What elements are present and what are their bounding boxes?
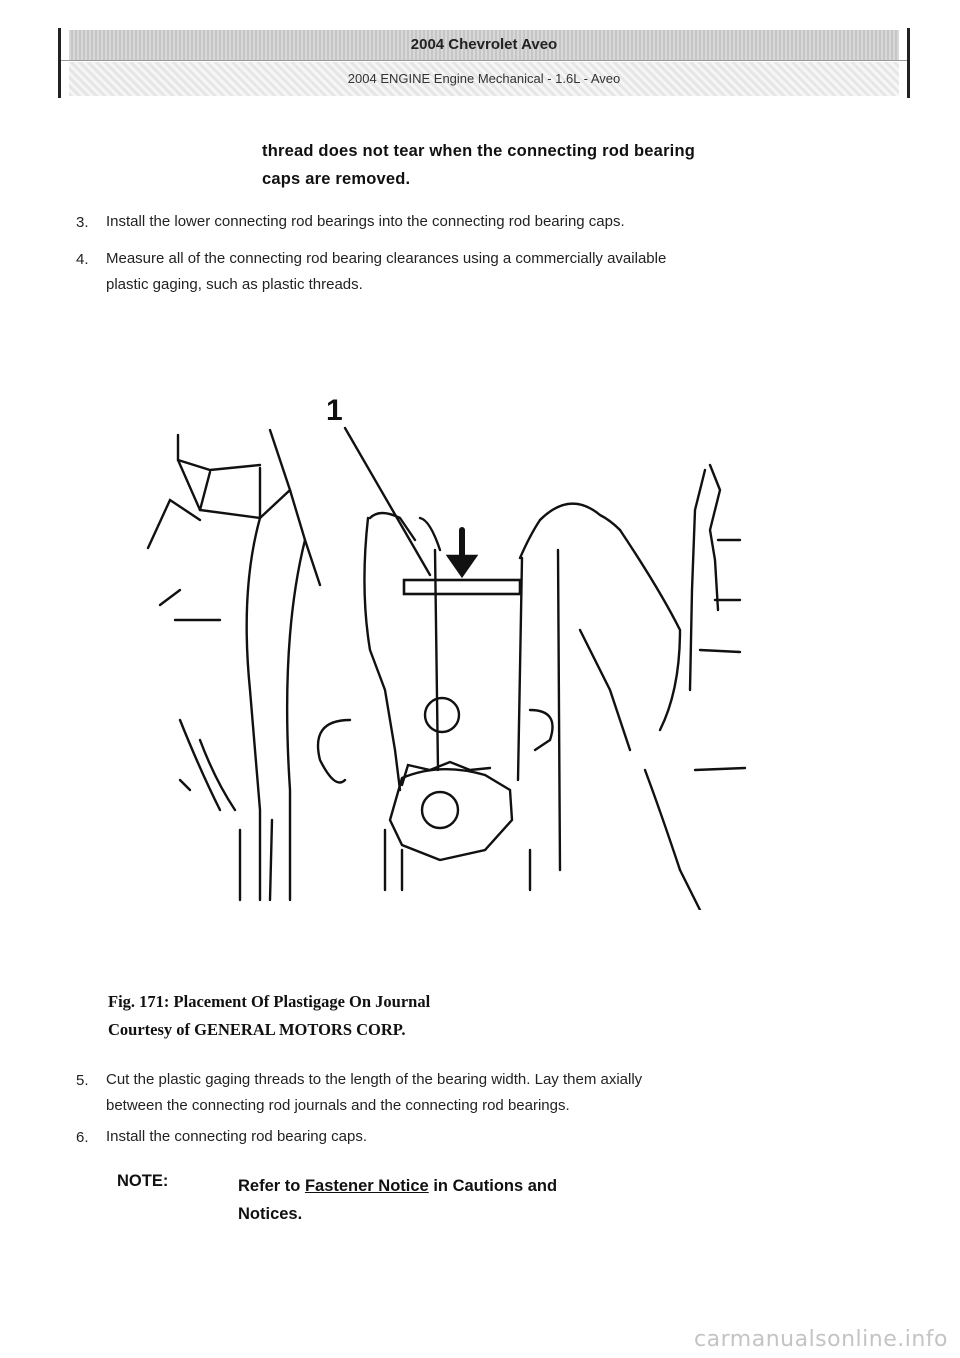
bolt-hole (425, 698, 459, 732)
step-text: plastic gaging, such as plastic threads. (106, 276, 363, 293)
bolt-hole (422, 792, 458, 828)
step-text: Install the lower connecting rod bearings into the connecting rod bearing caps. (106, 213, 625, 230)
arrow-down-icon (448, 556, 476, 576)
rod-cap-lower (390, 769, 512, 860)
callout-1-label: 1 (326, 394, 343, 427)
note-text-after: in Cautions and (428, 1177, 558, 1195)
step-number: 4. (76, 251, 89, 268)
note-text-before: Refer to (238, 1177, 305, 1195)
figure-caption (108, 988, 430, 1044)
figure-caption-title: Fig. 171: Placement Of Plastigage On Journal (108, 992, 431, 1011)
step-text: between the connecting rod journals and the connecting rod bearings. (106, 1097, 570, 1114)
bolt-head (178, 430, 290, 518)
rod-cap-left-edge (364, 518, 400, 790)
note-text (238, 1172, 738, 1228)
plastigage-placement-diagram (140, 390, 760, 910)
document-header (58, 28, 910, 98)
step-number: 6. (76, 1129, 89, 1146)
watermark: carmanualsonline.info (694, 1327, 948, 1352)
step-number: 5. (76, 1072, 89, 1089)
callout-leader (345, 428, 430, 575)
header-subtitle: 2004 ENGINE Engine Mechanical - 1.6L - Aveo (69, 62, 899, 96)
continuation-line-1: thread does not tear when the connecting rod bearing (262, 142, 696, 160)
fastener-notice-link[interactable]: Fastener Notice (304, 1177, 429, 1195)
plastigage-strip (404, 580, 520, 594)
note-text-line2: Notices. (238, 1205, 303, 1223)
step-text: Cut the plastic gaging threads to the length of the bearing width. Lay them axially (106, 1071, 643, 1088)
note-label: NOTE: (117, 1172, 169, 1190)
header-divider (61, 60, 907, 61)
step-text: Install the connecting rod bearing caps. (106, 1128, 367, 1145)
step-number: 3. (76, 214, 89, 231)
step-text: Measure all of the connecting rod bearing clearances using a commercially available (106, 250, 667, 267)
figure-caption-credit: Courtesy of GENERAL MOTORS CORP. (108, 1020, 406, 1039)
continuation-line-2: caps are removed. (262, 170, 411, 188)
header-title: 2004 Chevrolet Aveo (69, 30, 899, 61)
